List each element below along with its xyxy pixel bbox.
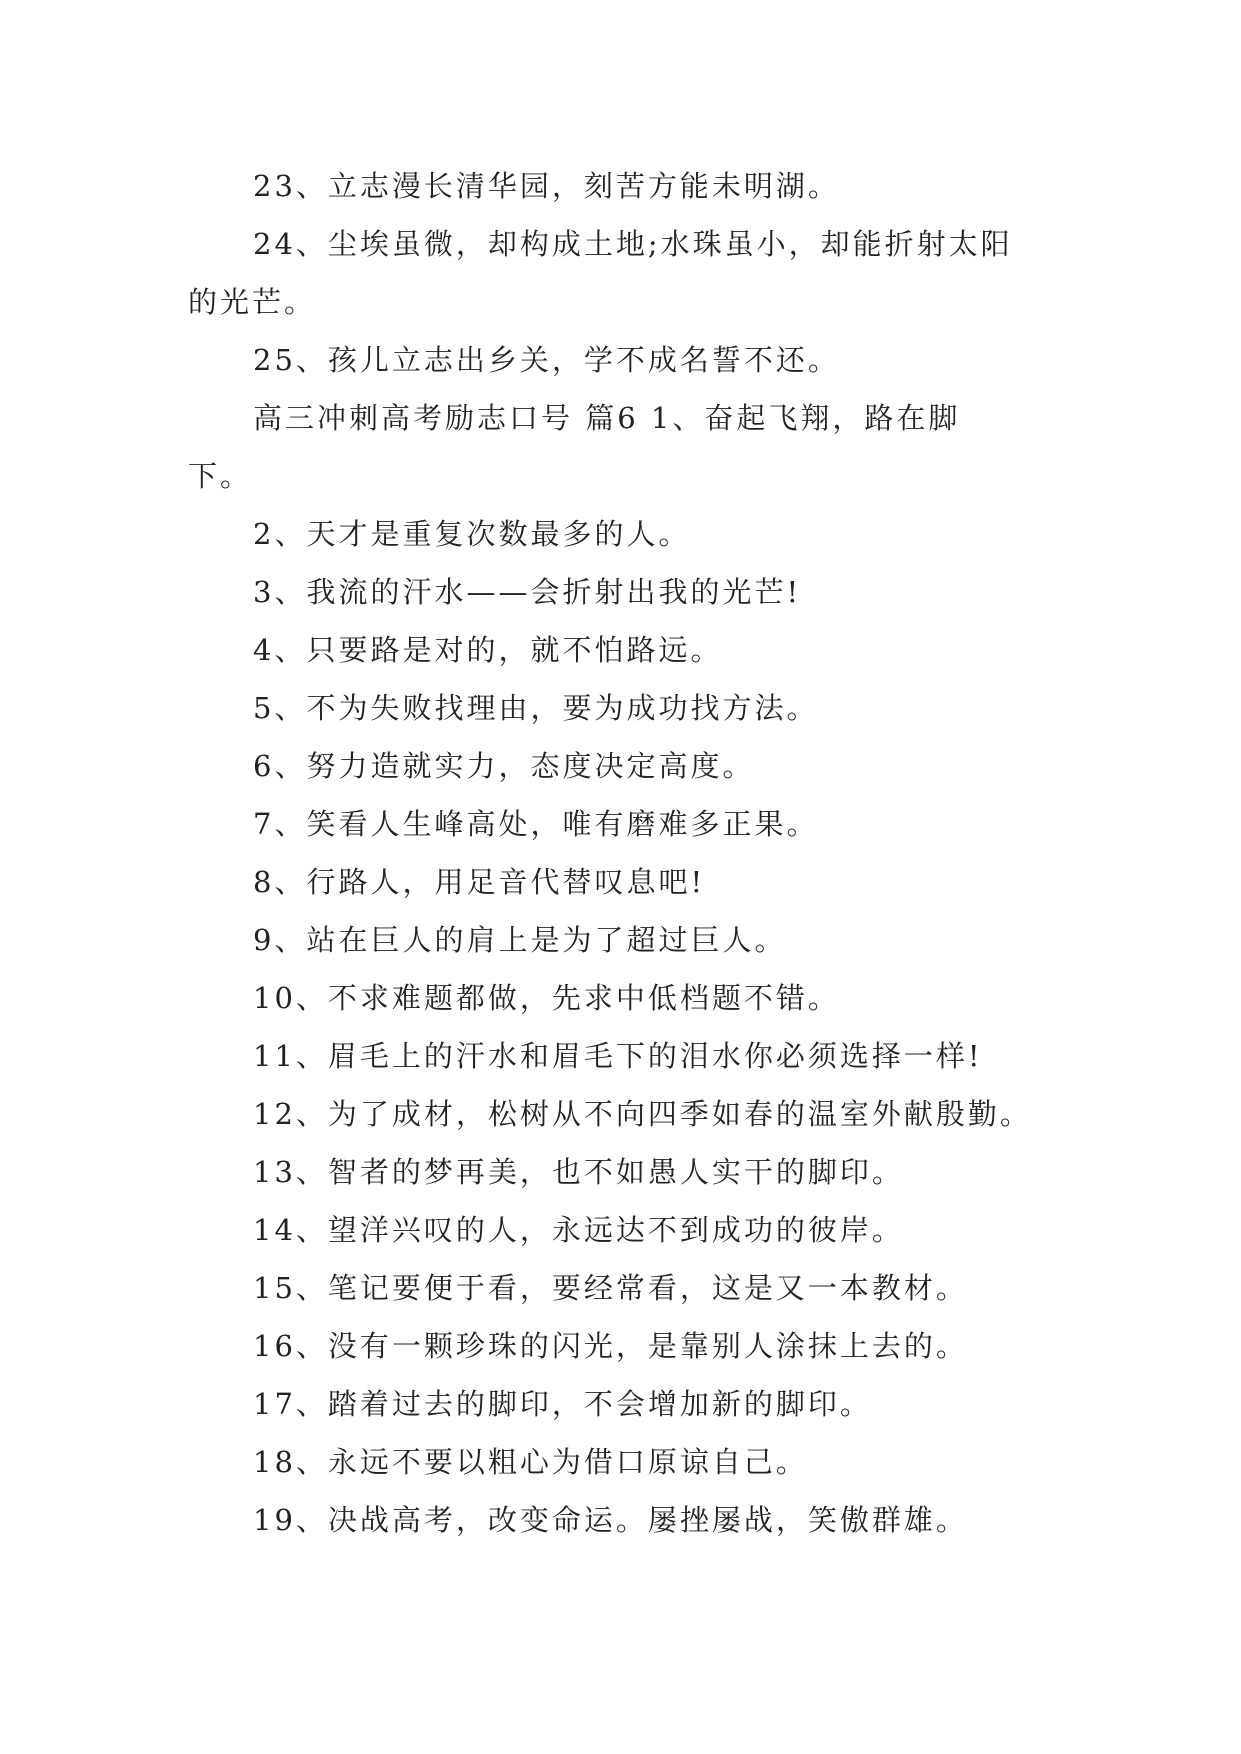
slogan-24: 24、尘埃虽微，却构成土地;水珠虽小，却能折射太阳 [253, 227, 1013, 261]
slogan-24-continued: 的光芒。 [188, 285, 317, 319]
slogan-14: 14、望洋兴叹的人，永远达不到成功的彼岸。 [253, 1213, 904, 1247]
slogan-25: 25、孩儿立志出乡关，学不成名誓不还。 [253, 343, 840, 377]
slogan-13: 13、智者的梦再美，也不如愚人实干的脚印。 [253, 1155, 904, 1189]
slogan-11: 11、眉毛上的汗水和眉毛下的泪水你必须选择一样! [253, 1039, 983, 1073]
slogan-7: 7、笑看人生峰高处，唯有磨难多正果。 [253, 807, 819, 841]
section-heading-with-slogan-1: 高三冲刺高考励志口号 篇6 1、奋起飞翔，路在脚 [253, 401, 961, 435]
slogan-2: 2、天才是重复次数最多的人。 [253, 517, 691, 551]
slogan-6: 6、努力造就实力，态度决定高度。 [253, 749, 755, 783]
slogan-8: 8、行路人，用足音代替叹息吧! [253, 865, 706, 899]
slogan-5: 5、不为失败找理由，要为成功找方法。 [253, 691, 819, 725]
slogan-1-continued: 下。 [188, 459, 253, 493]
slogan-9: 9、站在巨人的肩上是为了超过巨人。 [253, 923, 787, 957]
slogan-10: 10、不求难题都做，先求中低档题不错。 [253, 981, 840, 1015]
slogan-15: 15、笔记要便于看，要经常看，这是又一本教材。 [253, 1271, 968, 1305]
slogan-16: 16、没有一颗珍珠的闪光，是靠别人涂抹上去的。 [253, 1329, 968, 1363]
slogan-3: 3、我流的汗水——会折射出我的光芒! [253, 575, 802, 609]
slogan-19: 19、决战高考，改变命运。屡挫屡战，笑傲群雄。 [253, 1503, 968, 1537]
slogan-18: 18、永远不要以粗心为借口原谅自己。 [253, 1445, 808, 1479]
slogan-4: 4、只要路是对的，就不怕路远。 [253, 633, 723, 667]
slogan-23: 23、立志漫长清华园，刻苦方能未明湖。 [253, 169, 840, 203]
slogan-12: 12、为了成材，松树从不向四季如春的温室外献殷勤。 [253, 1097, 1032, 1131]
slogan-17: 17、踏着过去的脚印，不会增加新的脚印。 [253, 1387, 872, 1421]
